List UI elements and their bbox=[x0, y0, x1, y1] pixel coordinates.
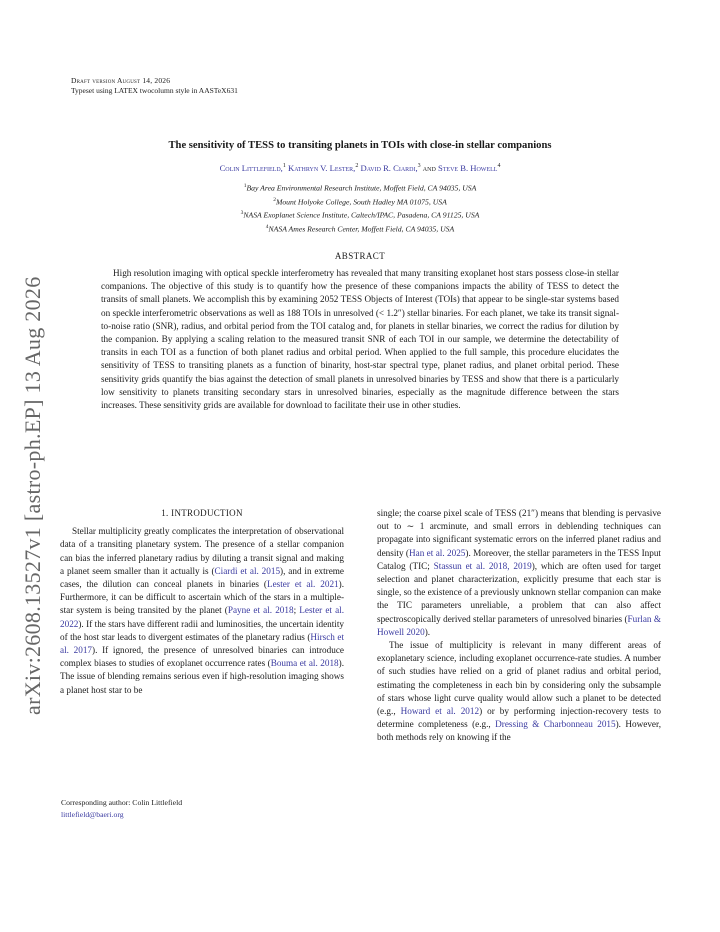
citation-link[interactable]: Bouma et al. 2018 bbox=[270, 658, 339, 669]
typeset-line: Typeset using LATEX twocolumn style in AASTeX631 bbox=[71, 86, 238, 95]
abstract-body: High resolution imaging with optical speckle interferometry has revealed that many transiting exoplanet host stars possess close-in stellar companions. The objective of this study is to quantify how the presence of these companions impacts the ability of TESS to detect the transits of small planets. We accomplish this by examining 2052 TESS Objects of Interest (TOIs) that appear to be single-star systems based on speckle interferometric observations as well as 188 TOIs in unresolved (< 1.2″) stellar binaries. For each planet, we take its transit signal-to-noise ratio (SNR), radius, and orbital period from the TOI catalog and, for planets in stellar binaries, we correct the radius for dilution by the companion. By applying a scaling relation to the measured transit SNR of each TOI in our sample, we determine the detectability of transits in each TOI as a function of both planet radius and orbital period. When applied to the full sample, this procedure elucidates the sensitivity of TESS to transiting planets as a function of binarity, host-star spectral type, planet radius, and planet orbital period. These sensitivity grids quantify the bias against the detection of small planets in unresolved binaries by TESS and show that there is a particularly low sensitivity to planets transiting secondary stars in unresolved binaries, especially as the magnitude difference between the stars increases. These sensitivity grids are available for download to facilitate their use in other studies. bbox=[101, 268, 619, 411]
citation-link[interactable]: Stassun et al. 2018, 2019 bbox=[433, 560, 532, 571]
citation-link[interactable]: Howard et al. 2012 bbox=[400, 706, 480, 717]
citation-link[interactable]: Lester et al. 2021 bbox=[266, 579, 339, 590]
affiliation-1: $^1$Bay Area Environmental Research Institute, Moffett Field, CA 94035, USA bbox=[243, 183, 477, 193]
left-column bbox=[60, 507, 344, 697]
citation-link[interactable]: Lester et al. 2022 bbox=[60, 605, 344, 629]
citation-link[interactable]: Han et al. 2025 bbox=[408, 547, 466, 558]
author-3[interactable]: David R. Ciardi,$^3$ bbox=[360, 163, 421, 173]
paper-title: The sensitivity of TESS to transiting planets in TOIs with close-in stellar companions bbox=[168, 140, 552, 151]
corresponding-email-link[interactable]: littlefield@baeri.org bbox=[61, 809, 124, 819]
citation-link[interactable]: Hirsch et al. 2017 bbox=[60, 631, 344, 656]
affiliation-2: $^2$Mount Holyoke College, South Hadley MA 01075, USA bbox=[273, 197, 447, 207]
affiliation-4: $^4$NASA Ames Research Center, Moffett Field, CA 94035, USA bbox=[265, 224, 455, 234]
intro-paragraph-2: The issue of multiplicity is relevant in many different areas of exoplanetary science, including exoplanet occurrence-rate studies. A number of such studies have relied on a grid of planet radius and orbital period, estimating the completeness in each bin by considering only the subsample of stars whose light curve quality would allow such a planet to be detected (e.g., Howard et al. 2012) or by performing injection-recovery tests to determine completeness (e.g., Dressing & Charbonneau 2015). However, both methods rely on knowing if the bbox=[377, 640, 661, 743]
abstract-heading: ABSTRACT bbox=[334, 251, 386, 261]
citation-link[interactable]: Furlan & Howell 2020 bbox=[377, 613, 661, 637]
intro-paragraph-continued: single; the coarse pixel scale of TESS (21″) means that blending is pervasive out to ∼ 1 arcminute, and small errors in deblending techniques can propagate into significant systematic errors on the inferred planet radius and density (Han et al. 2025). Moreover, the stellar parameters in the TESS Input Catalog (TIC; Stassun et al. 2018, 2019), which are often used for target selection and planet characterization, explicitly presume that each star is single, so the existence of a previously unknown stellar companion can make the TIC parameters unreliable, a problem that can also affect spectroscopically derived stellar parameters of unresolved binaries (Furlan & Howell 2020). bbox=[377, 508, 661, 637]
section-heading-introduction: 1. INTRODUCTION bbox=[161, 508, 243, 518]
author-4[interactable]: Steve B. Howell$^4$ bbox=[437, 163, 501, 173]
right-column bbox=[377, 507, 661, 745]
corresponding-author bbox=[61, 797, 351, 820]
author-list bbox=[60, 163, 660, 173]
affiliation-3: $^3$NASA Exoplanet Science Institute, Caltech/IPAC, Pasadena, CA 91125, USA bbox=[240, 210, 480, 220]
citation-link[interactable]: Ciardi et al. 2015 bbox=[214, 565, 281, 576]
author-2[interactable]: Kathryn V. Lester,$^2$ bbox=[287, 163, 359, 173]
author-and: and bbox=[422, 163, 436, 173]
citation-link[interactable]: Payne et al. 2018 bbox=[227, 605, 294, 616]
draft-version-line: Draft version August 14, 2026 bbox=[71, 76, 171, 85]
corresponding-author-label: Corresponding author: Colin Littlefield bbox=[61, 798, 183, 807]
author-1[interactable]: Colin Littlefield,$^1$ bbox=[219, 163, 286, 173]
citation-link[interactable]: Dressing & Charbonneau 2015 bbox=[495, 719, 616, 730]
intro-paragraph-1: Stellar multiplicity greatly complicates the interpretation of observational data of a transiting planetary system. The presence of a stellar companion can bias the inferred planetary radius by diluting a transit signal and making a planet seem smaller than it actually is (Ciardi et al. 2015), and in extreme cases, the dilution can conceal planets in binaries (Lester et al. 2021). Furthermore, it can be difficult to ascertain which of the stars in a multiple-star system is being transited by the planet (Payne et al. 2018; Lester et al. 2022). If the stars have different radii and luminosities, the uncertain identity of the host star leads to divergent estimates of the planetary radius (Hirsch et al. 2017). If ignored, the presence of unresolved binaries can introduce complex biases to studies of exoplanet occurrence rates (Bouma et al. 2018). The issue of blending remains serious even if high-resolution imaging shows a planet host star to be bbox=[60, 526, 344, 695]
arxiv-identifier[interactable]: arXiv:2608.13527v1 [astro-ph.EP] 13 Aug 2026 bbox=[20, 276, 45, 715]
